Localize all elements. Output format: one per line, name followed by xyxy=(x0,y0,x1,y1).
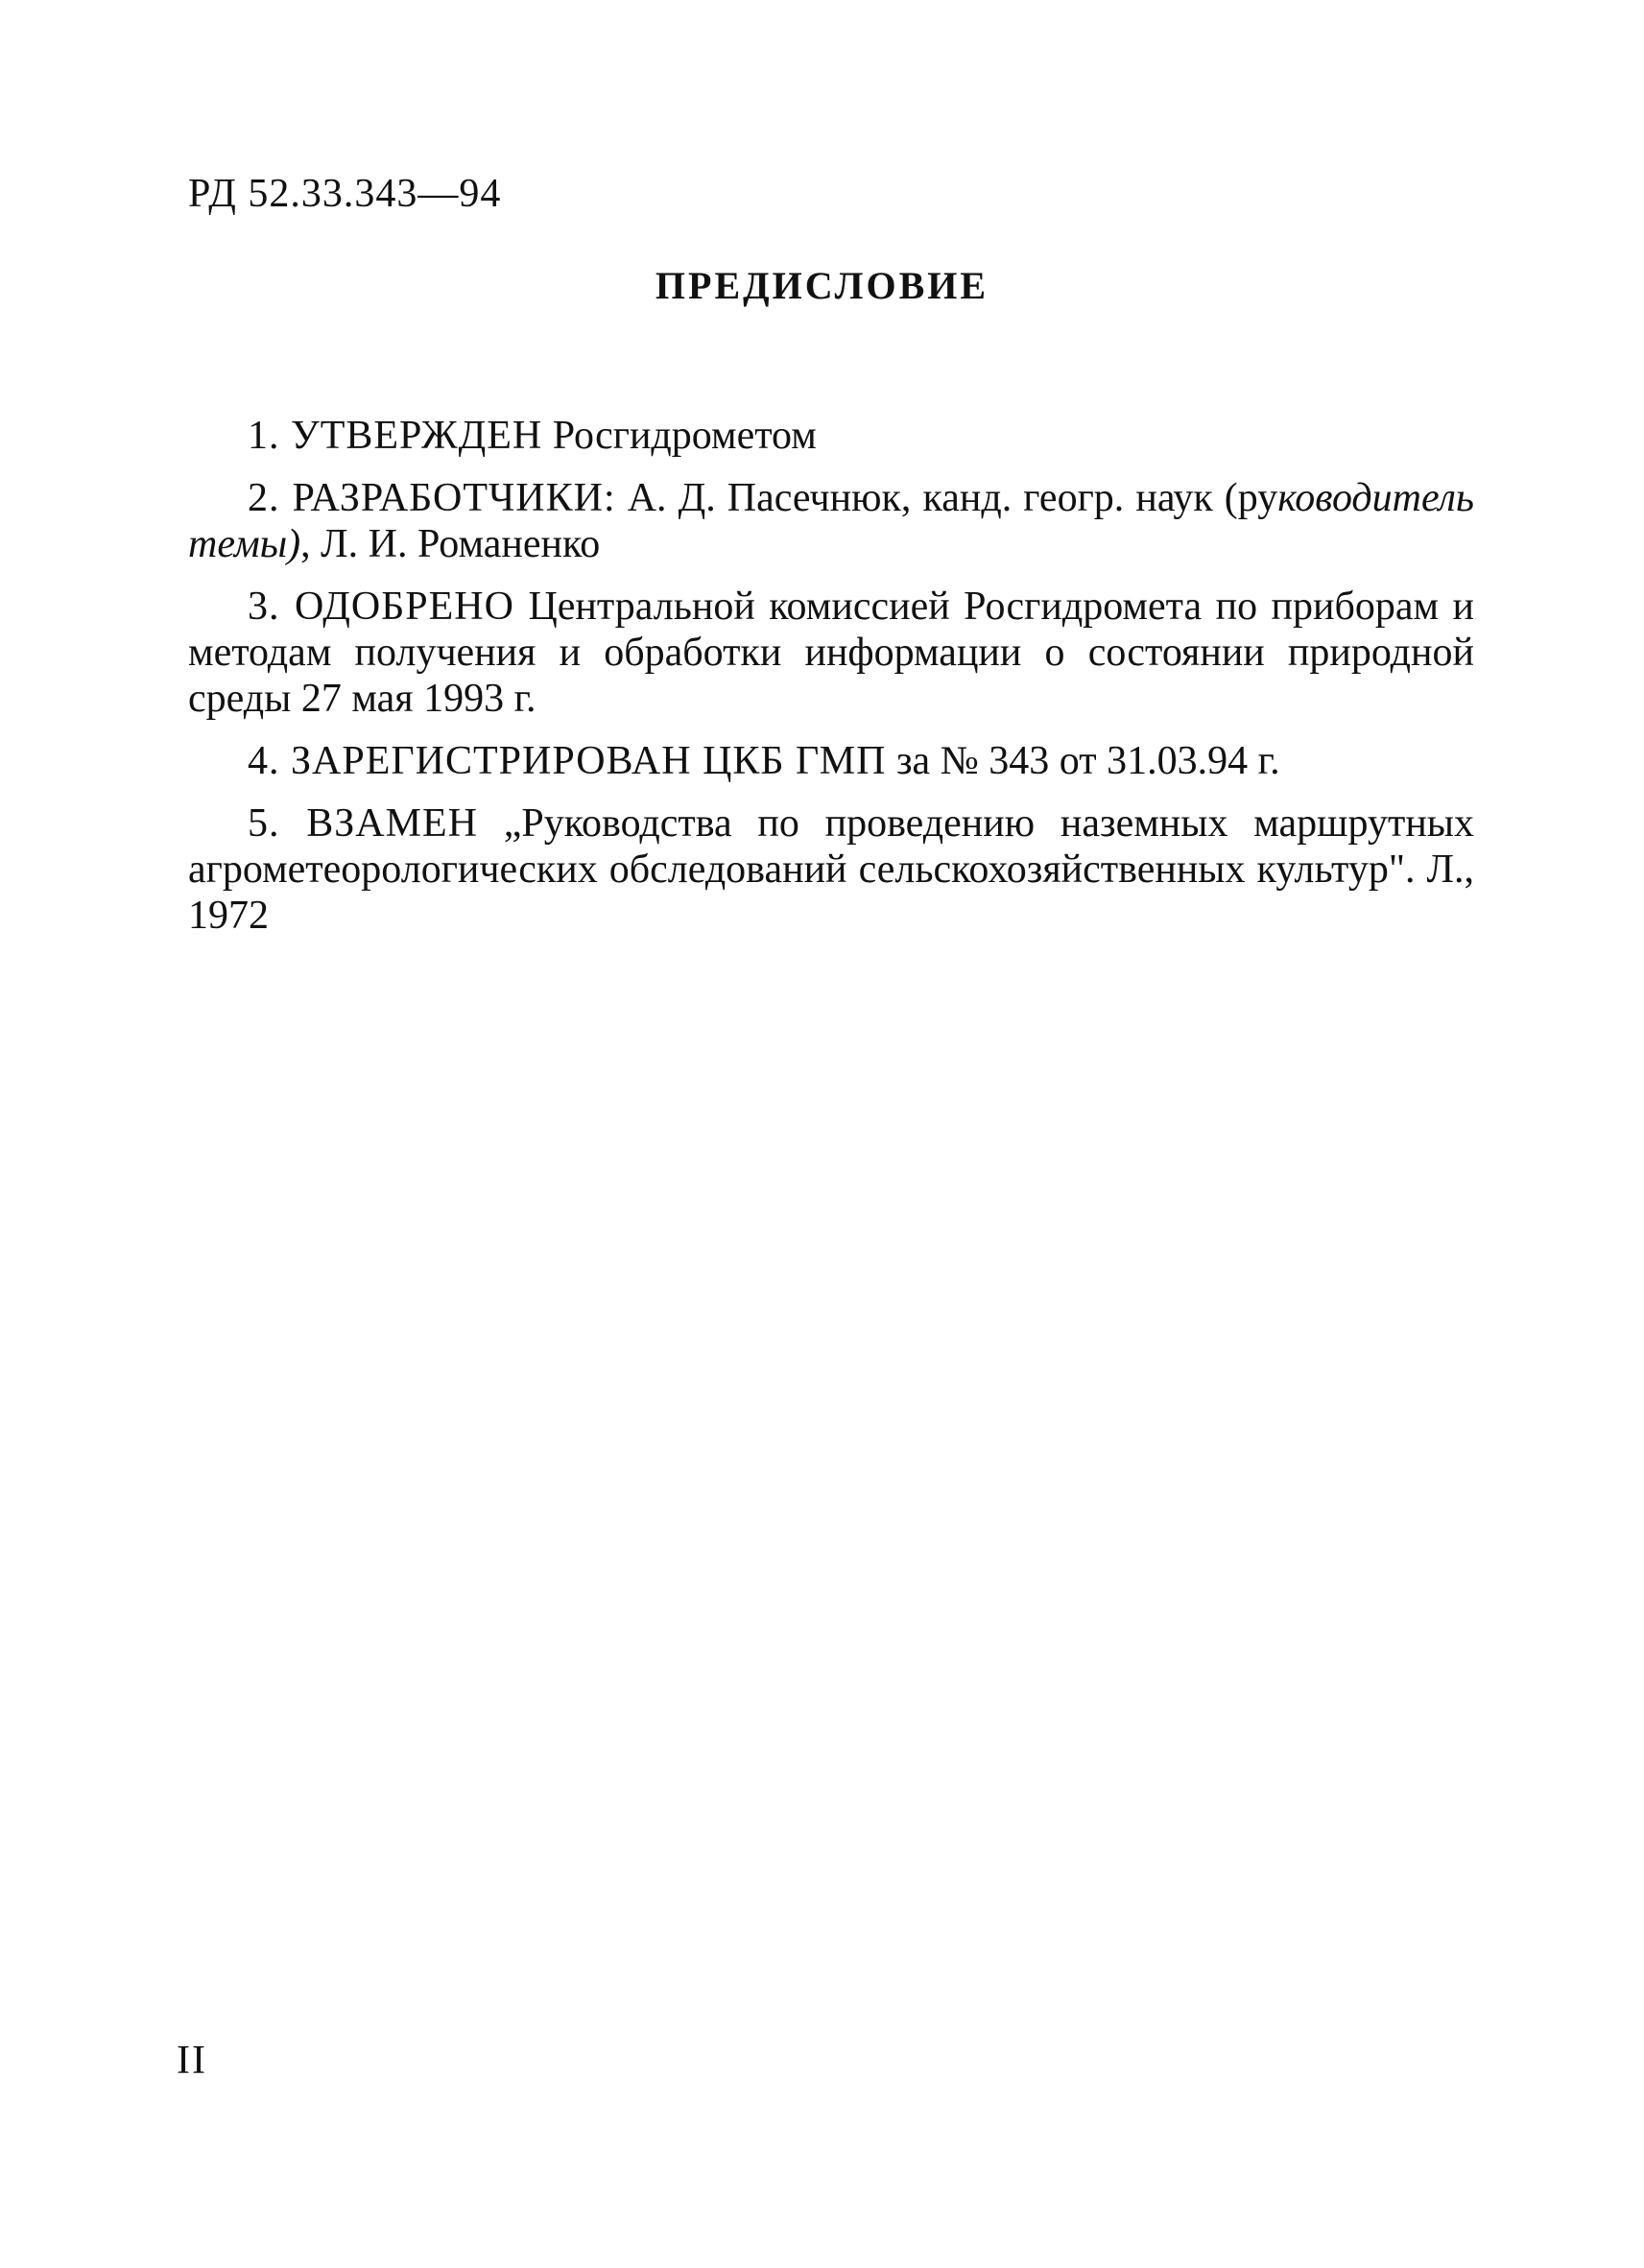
item-text: А. Д. Пасечнюк, канд. геогр. наук (ру xyxy=(627,476,1278,520)
item-text-italic: ководитель темы) xyxy=(188,476,1474,566)
item-lead: 2. РАЗРАБОТЧИКИ: xyxy=(248,476,616,520)
page-title: ПРЕДИСЛОВИЕ xyxy=(655,264,989,307)
item-lead: 4. ЗАРЕГИСТРИРОВАН ЦКБ ГМП xyxy=(248,739,887,783)
item-text: Центральной комиссией Росгидромета по приборам и методам получения и обработки информации о состоянии природной среды 27 мая 1993 г. xyxy=(188,585,1475,721)
item-lead: 1. УТВЕРЖДЕН xyxy=(248,414,543,458)
item-text: за № 343 от 31.03.94 г. xyxy=(895,739,1280,783)
preface-item-endorsed xyxy=(188,584,1474,722)
preface-item-approved xyxy=(188,413,1474,459)
item-text: Росгидрометом xyxy=(552,414,817,458)
preface-item-developers xyxy=(188,475,1474,567)
preface-list xyxy=(188,413,1474,955)
document-code: РД 52.33.343—94 xyxy=(188,172,502,216)
item-lead: 5. ВЗАМЕН xyxy=(248,801,478,846)
item-text: , Л. И. Романенко xyxy=(300,522,601,566)
item-lead: 3. ОДОБРЕНО xyxy=(248,585,514,629)
item-text: „Руководства по проведению наземных маршрутных агрометеорологических обследований сельскохозяйственных культур". Л., 1972 xyxy=(188,801,1475,938)
page-number: II xyxy=(177,2039,207,2083)
preface-item-registered xyxy=(188,738,1474,784)
preface-item-replaces xyxy=(188,800,1474,939)
